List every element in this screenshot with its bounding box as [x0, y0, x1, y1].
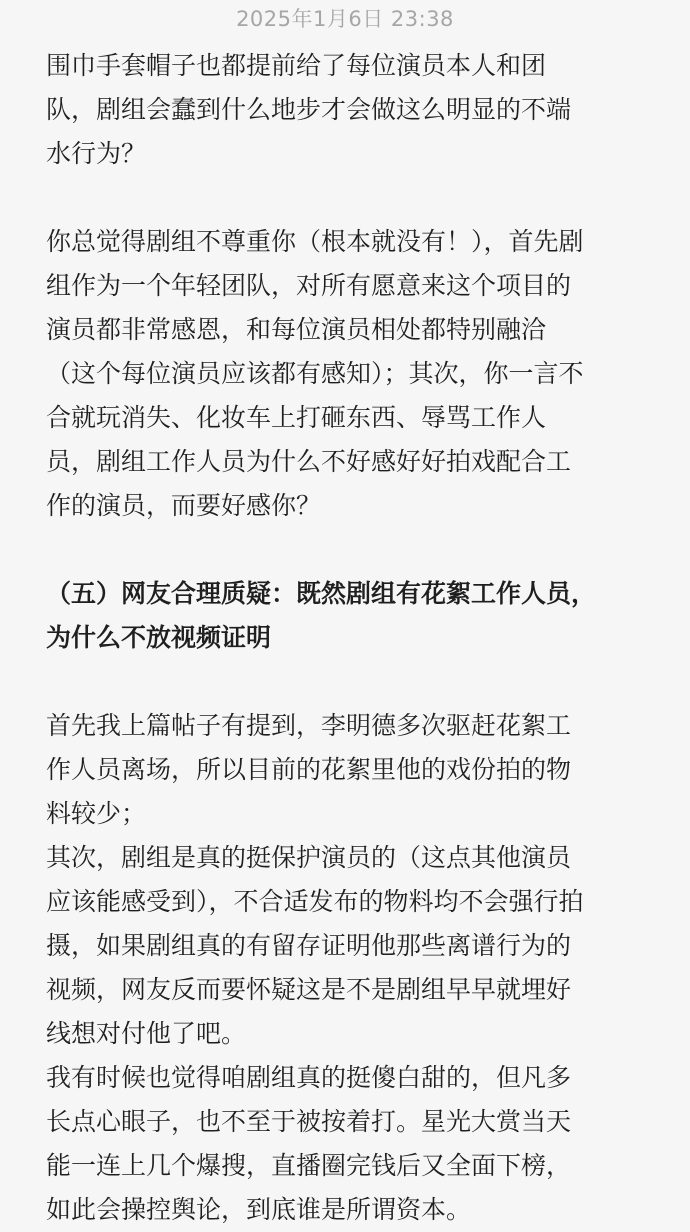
- paragraph-5: 我有时候也觉得咱剧组真的挺傻白甜的，但凡多 长点心眼子，也不至于被按着打。星光大赏当天 能一连上几个爆搜，直播圈完钱后又全面下榜， 如此会操控舆论，到底谁是所谓资本。: [46, 1063, 572, 1224]
- paragraph-gap: [46, 176, 646, 220]
- post-timestamp: 2025年1月6日 23:38: [236, 7, 454, 31]
- paragraph-gap: [46, 660, 646, 704]
- paragraph-1: 围巾手套帽子也都提前给了每位演员本人和团 队，剧组会蠢到什么地步才会做这么明显的不端 水行为？: [46, 51, 572, 168]
- section-heading: （五）网友合理质疑：既然剧组有花絮工作人员， 为什么不放视频证明: [46, 579, 597, 652]
- paragraph-gap: [46, 528, 646, 572]
- paragraph-2: 你总觉得剧组不尊重你（根本就没有！），首先剧 组作为一个年轻团队，对所有愿意来这个项目的 演员都非常感恩，和每位演员相处都特别融洽 （这个每位演员应该都有感知）；其次，你一言不 合就玩消失、化妆车上打砸东西、辱骂工作人 员，剧组工作人员为什么不好感好好拍戏配合工 作的演员，而要好感你？: [46, 227, 584, 520]
- article-body: [46, 44, 646, 1232]
- paragraph-3: 首先我上篇帖子有提到，李明德多次驱赶花絮工 作人员离场，所以目前的花絮里他的戏份拍的物 料较少；: [46, 711, 572, 828]
- paragraph-4: 其次，剧组是真的挺保护演员的（这点其他演员 应该能感受到），不合适发布的物料均不会强行拍 摄，如果剧组真的有留存证明他那些离谱行为的 视频，网友反而要怀疑这是不是剧组早早就埋好 线想对付他了吧。: [46, 843, 584, 1048]
